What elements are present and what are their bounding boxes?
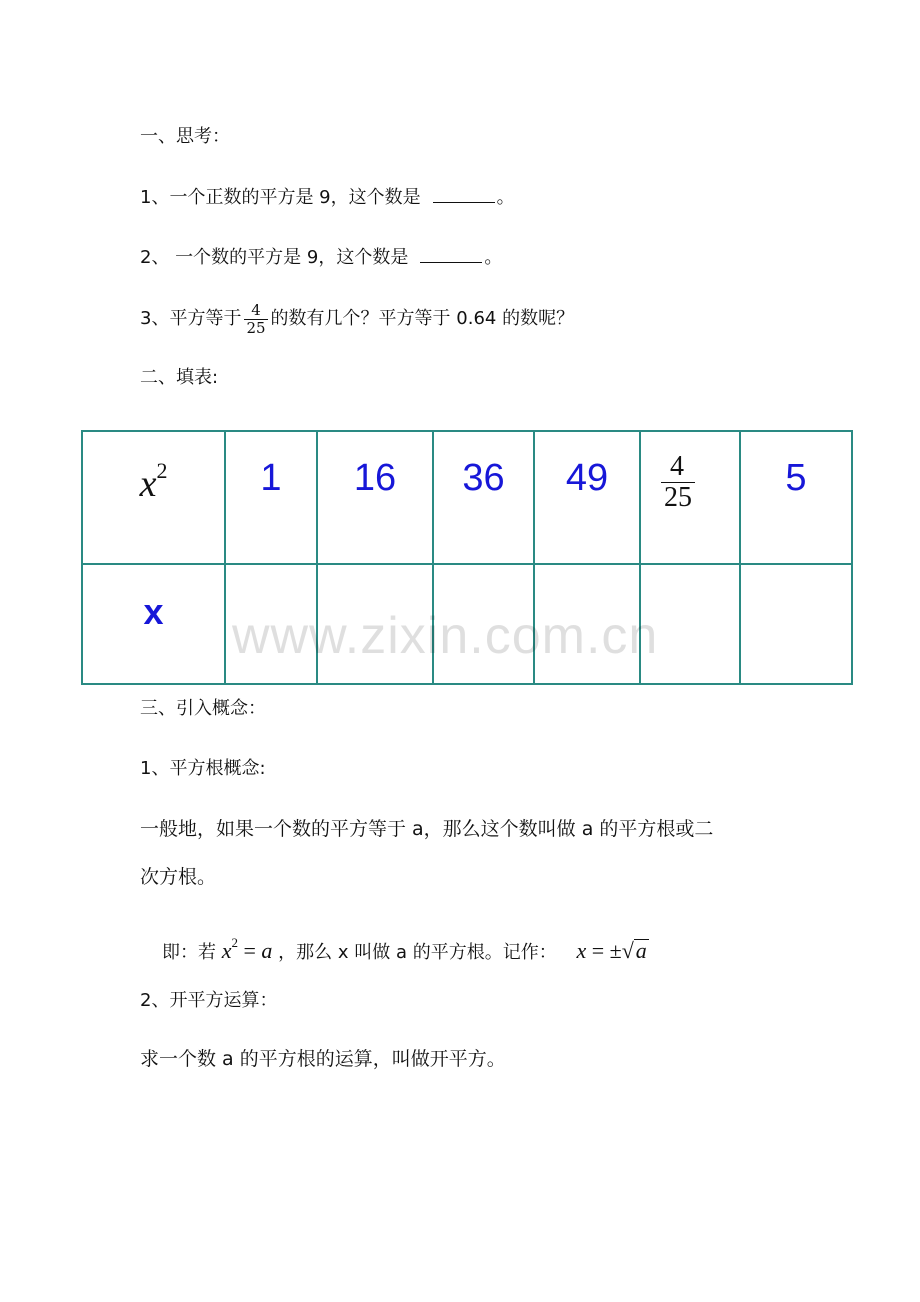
plus-minus-sqrt-notation — [576, 938, 648, 963]
x-squared-equals-a — [221, 935, 273, 963]
section3-heading: 三、引入概念： — [140, 698, 266, 719]
definition-line-1: 一般地，如果一个数的平方等于 a，那么这个数叫做 a 的平方根或二 — [140, 818, 714, 840]
fraction-denominator: 25 — [661, 482, 695, 513]
notation-plus-minus: = ± — [586, 938, 622, 963]
notation-x: x — [576, 938, 587, 963]
answer-blank-1[interactable] — [433, 188, 495, 203]
fill-table — [81, 430, 853, 685]
answer-cell[interactable] — [534, 564, 640, 684]
question-2-text: 2、 一个数的平方是 9，这个数是 — [140, 247, 409, 268]
watermark: www.zixin.com.cn — [232, 607, 659, 665]
fraction-denominator: 25 — [246, 318, 266, 337]
section2-heading: 二、填表: — [140, 367, 219, 388]
answer-cell[interactable] — [433, 564, 534, 684]
answer-cell[interactable] — [317, 564, 433, 684]
value-36: 36 — [462, 457, 505, 499]
question-1-end: 。 — [496, 187, 515, 208]
eq-a: a — [261, 938, 273, 963]
question-1-text: 1、一个正数的平方是 9，这个数是 — [140, 187, 421, 208]
question-2 — [140, 247, 502, 269]
value-49: 49 — [565, 457, 609, 499]
value-5: 5 — [785, 457, 807, 499]
answer-cell[interactable] — [740, 564, 852, 684]
operation-definition: 求一个数 a 的平方根的运算，叫做开平方。 — [140, 1048, 506, 1070]
answer-cell[interactable] — [225, 564, 317, 684]
eq-exponent: 2 — [231, 935, 238, 950]
answer-cell[interactable] — [640, 564, 740, 684]
fraction-4-25 — [244, 302, 267, 337]
question-3 — [140, 298, 574, 340]
question-2-end: 。 — [484, 247, 503, 268]
equation-pre: 即：若 — [162, 942, 216, 963]
question-1 — [140, 187, 515, 209]
table-row-x-squared — [82, 431, 852, 564]
value-cell — [640, 431, 740, 564]
value-fraction — [641, 432, 739, 513]
radical-icon: √ — [621, 938, 634, 963]
definition-line-2: 次方根。 — [140, 866, 217, 888]
question-3-post: 的数有几个？平方等于 0.64 的数呢？ — [270, 308, 575, 329]
eq-equals: = — [238, 938, 262, 963]
fraction-numerator: 4 — [670, 451, 684, 482]
subheading-operation: 2、开平方运算： — [140, 990, 278, 1011]
value-1: 1 — [260, 457, 282, 499]
value-cell — [317, 431, 433, 564]
value-16: 16 — [353, 457, 397, 499]
x-symbol: x — [143, 591, 164, 632]
equation-line — [162, 926, 649, 970]
header-cell-x — [82, 564, 225, 684]
fraction-numerator: 4 — [251, 300, 261, 319]
equation-mid: ，那么 x 叫做 a 的平方根。记作： — [278, 942, 557, 963]
exponent-2: 2 — [156, 458, 168, 483]
eq-x: x — [221, 938, 232, 963]
table-row-x — [82, 564, 852, 684]
x-base: x — [139, 463, 157, 505]
answer-blank-2[interactable] — [420, 248, 482, 263]
value-cell — [740, 431, 852, 564]
header-cell-x-squared — [82, 431, 225, 564]
section1-heading: 一、思考： — [140, 126, 230, 147]
question-3-pre: 3、平方等于 — [140, 308, 242, 329]
notation-a: a — [635, 938, 647, 963]
value-cell — [534, 431, 640, 564]
subheading-square-root: 1、平方根概念: — [140, 758, 266, 779]
value-cell — [225, 431, 317, 564]
x-squared-symbol — [83, 432, 224, 506]
value-cell — [433, 431, 534, 564]
